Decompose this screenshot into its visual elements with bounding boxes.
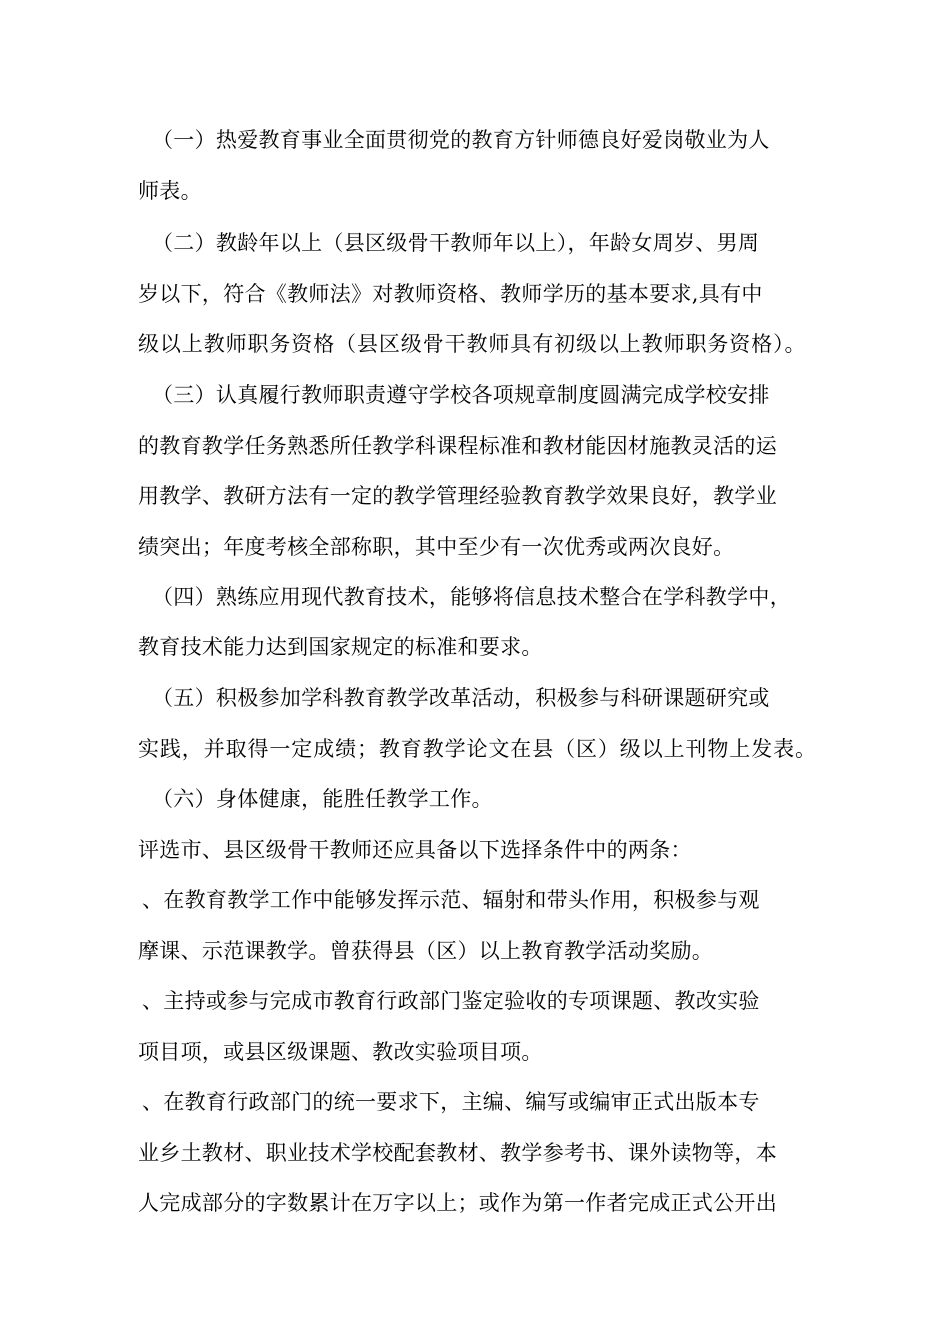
paragraph-3-line-3: 用教学、教研方法有一定的教学管理经验教育教学效果良好，教学业: [138, 484, 777, 508]
item-3-line-2: 业乡土教材、职业技术学校配套教材、教学参考书、课外读物等，本: [138, 1141, 777, 1165]
paragraph-1-line-2: 师表。: [138, 179, 202, 203]
paragraph-2-line-3: 级以上教师职务资格（县区级骨干教师具有初级以上教师职务资格）。: [138, 332, 807, 356]
selection-intro-line: 评选市、县区级骨干教师还应具备以下选择条件中的两条：: [138, 838, 692, 862]
item-1-line-1: 、在教育教学工作中能够发挥示范、辐射和带头作用，积极参与观: [142, 888, 760, 912]
item-1-line-2: 摩课、示范课教学。曾获得县（区）以上教育教学活动奖励。: [138, 939, 714, 963]
paragraph-2-line-2: 岁以下，符合《教师法》对教师资格、教师学历的基本要求,具有中: [138, 282, 763, 306]
item-3-line-1: 、在教育行政部门的统一要求下，主编、编写或编审正式出版本专: [142, 1090, 760, 1114]
paragraph-3-line-4: 绩突出；年度考核全部称职，其中至少有一次优秀或两次良好。: [138, 535, 735, 559]
paragraph-4-line-2: 教育技术能力达到国家规定的标准和要求。: [138, 635, 543, 659]
paragraph-5-line-1: （五）积极参加学科教育教学改革活动，积极参与科研课题研究或: [152, 686, 770, 710]
paragraph-6-line-1: （六）身体健康，能胜任教学工作。: [152, 787, 493, 811]
paragraph-2-line-1: （二）教龄年以上（县区级骨干教师年以上），年龄女周岁、男周: [152, 231, 760, 255]
item-2-line-1: 、主持或参与完成市教育行政部门鉴定验收的专项课题、教改实验: [142, 989, 760, 1013]
paragraph-3-line-1: （三）认真履行教师职责遵守学校各项规章制度圆满完成学校安排: [152, 383, 770, 407]
paragraph-5-line-2: 实践，并取得一定成绩；教育教学论文在县（区）级以上刊物上发表。: [138, 737, 817, 761]
item-2-line-2: 项目项，或县区级课题、教改实验项目项。: [138, 1040, 543, 1064]
paragraph-4-line-1: （四）熟练应用现代教育技术，能够将信息技术整合在学科教学中，: [152, 585, 791, 609]
paragraph-1-line-1: （一）热爱教育事业全面贯彻党的教育方针师德良好爱岗敬业为人: [152, 128, 770, 152]
paragraph-3-line-2: 的教育教学任务熟悉所任教学科课程标准和教材能因材施教灵活的运: [138, 434, 777, 458]
item-3-line-3: 人完成部分的字数累计在万字以上；或作为第一作者完成正式公开出: [138, 1191, 777, 1215]
